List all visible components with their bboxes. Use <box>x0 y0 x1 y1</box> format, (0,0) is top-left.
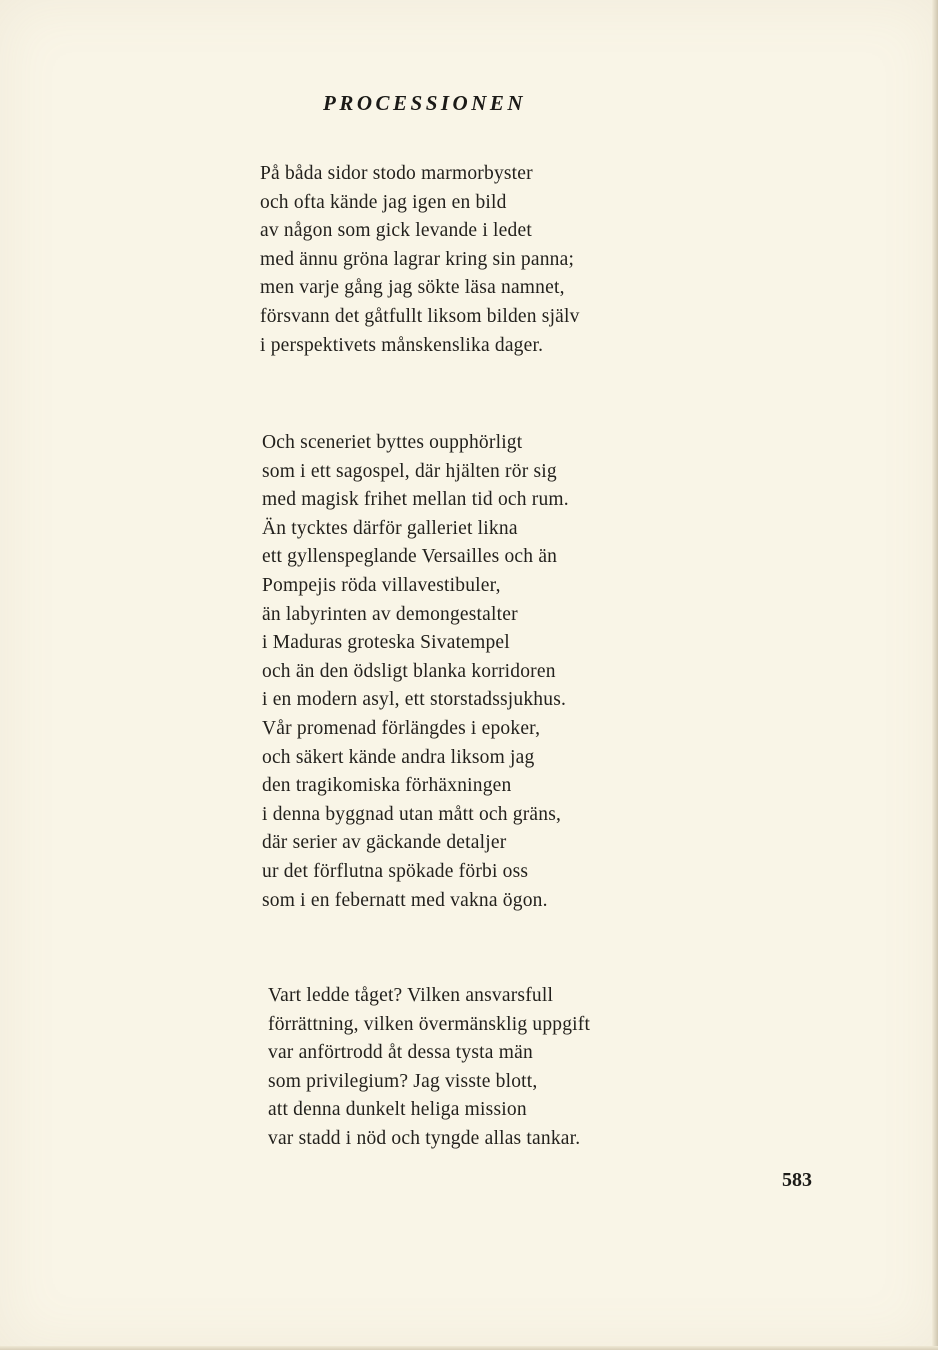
stanza-line: och ofta kände jag igen en bild <box>260 191 507 213</box>
stanza-line: Pompejis röda villavestibuler, <box>262 574 501 596</box>
stanza-line: På båda sidor stodo marmorbyster <box>260 163 533 184</box>
stanza-line: var anförtrodd åt dessa tysta män <box>268 1042 533 1064</box>
stanza-line: ur det förflutna spökade förbi oss <box>262 860 529 882</box>
stanza-line: i denna byggnad utan mått och gräns, <box>262 803 562 825</box>
stanza-line: där serier av gäckande detaljer <box>262 832 507 854</box>
stanza-line: den tragikomiska förhäxningen <box>262 775 512 797</box>
stanza-line: Vår promenad förlängdes i epoker, <box>262 717 541 739</box>
stanza-line: var stadd i nöd och tyngde allas tankar. <box>268 1127 581 1149</box>
stanza-line: Vart ledde tåget? Vilken ansvarsfull <box>268 985 554 1006</box>
stanza-1 <box>260 160 580 360</box>
stanza-line: att denna dunkelt heliga mission <box>268 1099 527 1121</box>
stanza-line: men varje gång jag sökte läsa namnet, <box>260 277 565 299</box>
stanza-3 <box>268 982 590 1154</box>
stanza-line: och än den ödsligt blanka korridoren <box>262 660 556 682</box>
stanza-line: ett gyllenspeglande Versailles och än <box>262 546 558 568</box>
stanza-line: än labyrinten av demongestalter <box>262 603 518 625</box>
stanza-2 <box>262 429 569 915</box>
stanza-line: försvann det gåtfullt liksom bilden själv <box>260 305 580 327</box>
page-number: 583 <box>782 1169 812 1191</box>
stanza-line: Än tycktes därför galleriet likna <box>262 517 518 539</box>
stanza-line: med magisk frihet mellan tid och rum. <box>262 489 569 511</box>
stanza-line: som i en febernatt med vakna ögon. <box>262 889 548 911</box>
stanza-line: i Maduras groteska Sivatempel <box>262 632 510 654</box>
stanza-line: som privilegium? Jag visste blott, <box>268 1070 538 1092</box>
stanza-line: förrättning, vilken övermänsklig uppgift <box>268 1013 591 1035</box>
poem-title: PROCESSIONEN <box>323 91 527 115</box>
stanza-line: i perspektivets månskenslika dager. <box>260 334 544 356</box>
stanza-line: som i ett sagospel, där hjälten rör sig <box>262 460 557 482</box>
stanza-line: Och sceneriet byttes oupphörligt <box>262 432 523 453</box>
page-edge-bottom <box>0 1346 938 1350</box>
page-edge-right <box>932 0 938 1350</box>
stanza-line: med ännu gröna lagrar kring sin panna; <box>260 248 575 270</box>
stanza-line: av någon som gick levande i ledet <box>260 220 532 242</box>
stanza-line: i en modern asyl, ett storstadssjukhus. <box>262 689 567 711</box>
stanza-line: och säkert kände andra liksom jag <box>262 746 535 768</box>
